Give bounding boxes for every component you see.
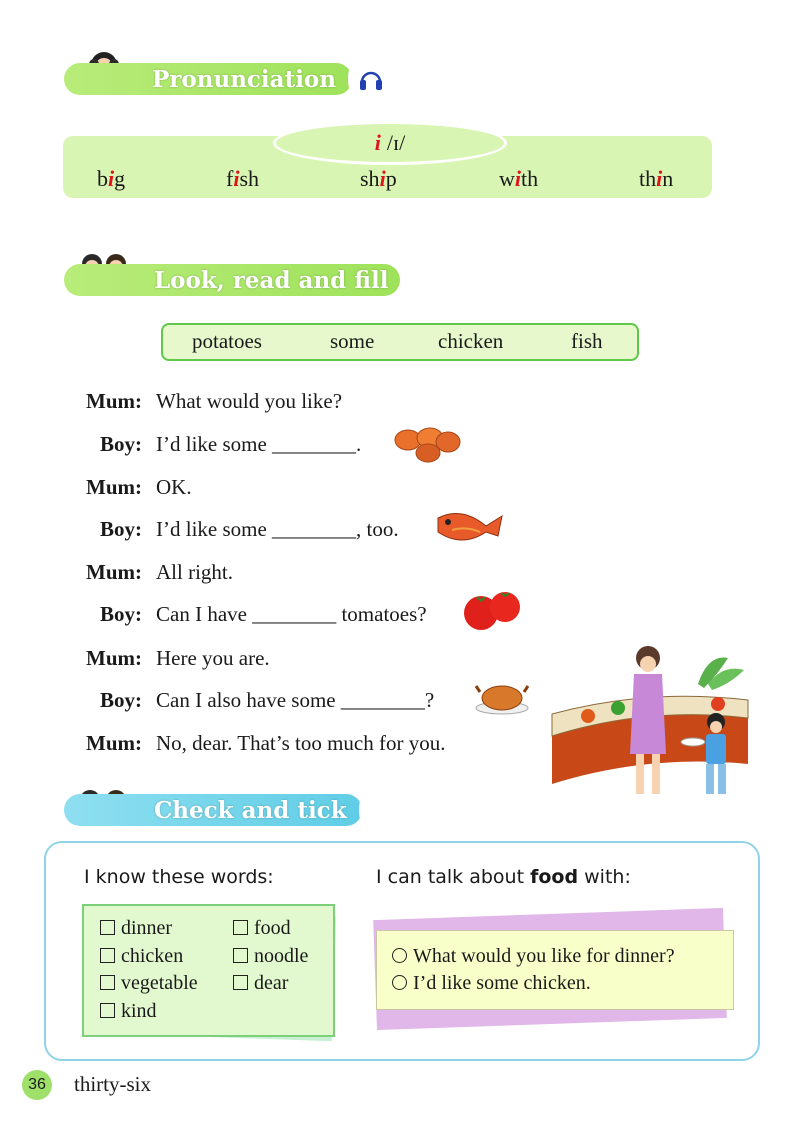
word-part: f xyxy=(226,166,234,191)
phoneme-vowel: i xyxy=(374,130,381,155)
word-label: dinner xyxy=(121,917,173,939)
word-vowel: i xyxy=(379,166,386,191)
checkbox[interactable] xyxy=(100,920,115,935)
word-bank-item: some xyxy=(330,329,375,353)
buffet-illustration xyxy=(548,644,756,804)
speaker-label: Mum: xyxy=(86,560,142,584)
speaker-label: Boy: xyxy=(100,517,142,541)
checkbox[interactable] xyxy=(100,975,115,990)
word-check-item[interactable] xyxy=(100,972,198,995)
word-part: n xyxy=(662,166,674,191)
play-arrow-icon[interactable] xyxy=(400,270,404,290)
tomatoes-picture xyxy=(461,591,525,633)
word-vowel: i xyxy=(514,166,522,191)
roast-chicken-picture xyxy=(474,680,530,716)
fish-picture xyxy=(432,506,506,548)
dialogue-line: OK. xyxy=(156,475,192,499)
word-check-item[interactable] xyxy=(100,1000,157,1023)
dialogue-line: Here you are. xyxy=(156,646,270,670)
talk-heading-topic: food xyxy=(530,866,579,888)
word-part: sh xyxy=(360,166,380,191)
word-vowel: i xyxy=(233,166,240,191)
word-vowel: i xyxy=(108,166,115,191)
dialogue-line: No, dear. That’s too much for you. xyxy=(156,731,446,755)
dialogue-line: Can I also have some ________? xyxy=(156,688,435,712)
talk-heading-pre: I can talk about xyxy=(376,866,525,888)
word-label: dear xyxy=(254,972,289,994)
page-number-badge xyxy=(22,1070,52,1100)
dialogue-line: I’d like some ________, too. xyxy=(156,517,399,541)
word-vowel: i xyxy=(656,166,663,191)
word-part: sh xyxy=(239,166,260,191)
word-label: vegetable xyxy=(121,972,198,994)
word-check-item[interactable] xyxy=(100,945,183,968)
pronunciation-banner xyxy=(64,63,352,95)
page-number-words: thirty-six xyxy=(74,1072,151,1096)
dialogue-line: What would you like? xyxy=(156,389,343,413)
words-heading: I know these words: xyxy=(84,866,274,888)
page-number: 36 xyxy=(28,1076,46,1093)
headphones-icon[interactable] xyxy=(358,66,384,92)
phoneme-symbol: /ɪ/ xyxy=(386,130,406,155)
radio-circle[interactable] xyxy=(392,975,407,990)
dialogue-line: All right. xyxy=(156,560,233,584)
word-part: w xyxy=(499,166,515,191)
pron-word-thin xyxy=(639,166,673,192)
word-part: b xyxy=(97,166,108,191)
sentence-label: I’d like some chicken. xyxy=(413,972,591,994)
checkbox[interactable] xyxy=(233,920,248,935)
dialogue-line: I’d like some ________. xyxy=(156,432,362,456)
word-part: p xyxy=(385,166,397,191)
checkbox[interactable] xyxy=(100,948,115,963)
speaker-label: Mum: xyxy=(86,731,142,755)
talk-heading xyxy=(376,866,631,888)
phoneme-label xyxy=(273,121,507,165)
speaker-label: Mum: xyxy=(86,475,142,499)
speaker-label: Mum: xyxy=(86,646,142,670)
sentence-label: What would you like for dinner? xyxy=(413,945,675,967)
talk-heading-post: with: xyxy=(584,866,631,888)
look-read-fill-banner xyxy=(64,264,400,296)
speaker-label: Boy: xyxy=(100,432,142,456)
pron-word-ship xyxy=(360,166,397,192)
pron-word-fish xyxy=(226,166,259,192)
word-part: g xyxy=(114,166,126,191)
pron-word-with xyxy=(499,166,538,192)
sentence-check-item[interactable] xyxy=(392,945,675,968)
section-title: Check and tick xyxy=(154,796,347,824)
radio-circle[interactable] xyxy=(392,948,407,963)
potatoes-picture xyxy=(392,424,464,464)
word-part: th xyxy=(521,166,539,191)
word-check-item[interactable] xyxy=(233,917,291,940)
speaker-label: Boy: xyxy=(100,602,142,626)
word-label: noodle xyxy=(254,945,309,967)
word-bank-item: chicken xyxy=(438,329,504,353)
word-label: kind xyxy=(121,1000,157,1022)
sentences-box xyxy=(376,930,734,1010)
sentence-check-item[interactable] xyxy=(392,972,591,995)
check-tick-banner xyxy=(64,794,362,826)
word-bank-item: fish xyxy=(571,329,603,353)
section-title: Pronunciation xyxy=(152,65,336,93)
word-label: chicken xyxy=(121,945,184,967)
word-part: th xyxy=(639,166,657,191)
speaker-label: Mum: xyxy=(86,389,142,413)
section-title: Look, read and fill xyxy=(154,266,389,294)
play-arrow-icon[interactable] xyxy=(348,69,352,89)
speaker-label: Boy: xyxy=(100,688,142,712)
word-check-item[interactable] xyxy=(233,972,288,995)
word-label: food xyxy=(254,917,291,939)
checkbox[interactable] xyxy=(233,975,248,990)
dialogue-line: Can I have ________ tomatoes? xyxy=(156,602,427,626)
play-arrow-icon[interactable] xyxy=(359,800,363,820)
checkbox[interactable] xyxy=(100,1003,115,1018)
pron-word-big xyxy=(97,166,125,192)
word-check-item[interactable] xyxy=(233,945,308,968)
word-bank-item: potatoes xyxy=(192,329,262,353)
checkbox[interactable] xyxy=(233,948,248,963)
word-check-item[interactable] xyxy=(100,917,172,940)
